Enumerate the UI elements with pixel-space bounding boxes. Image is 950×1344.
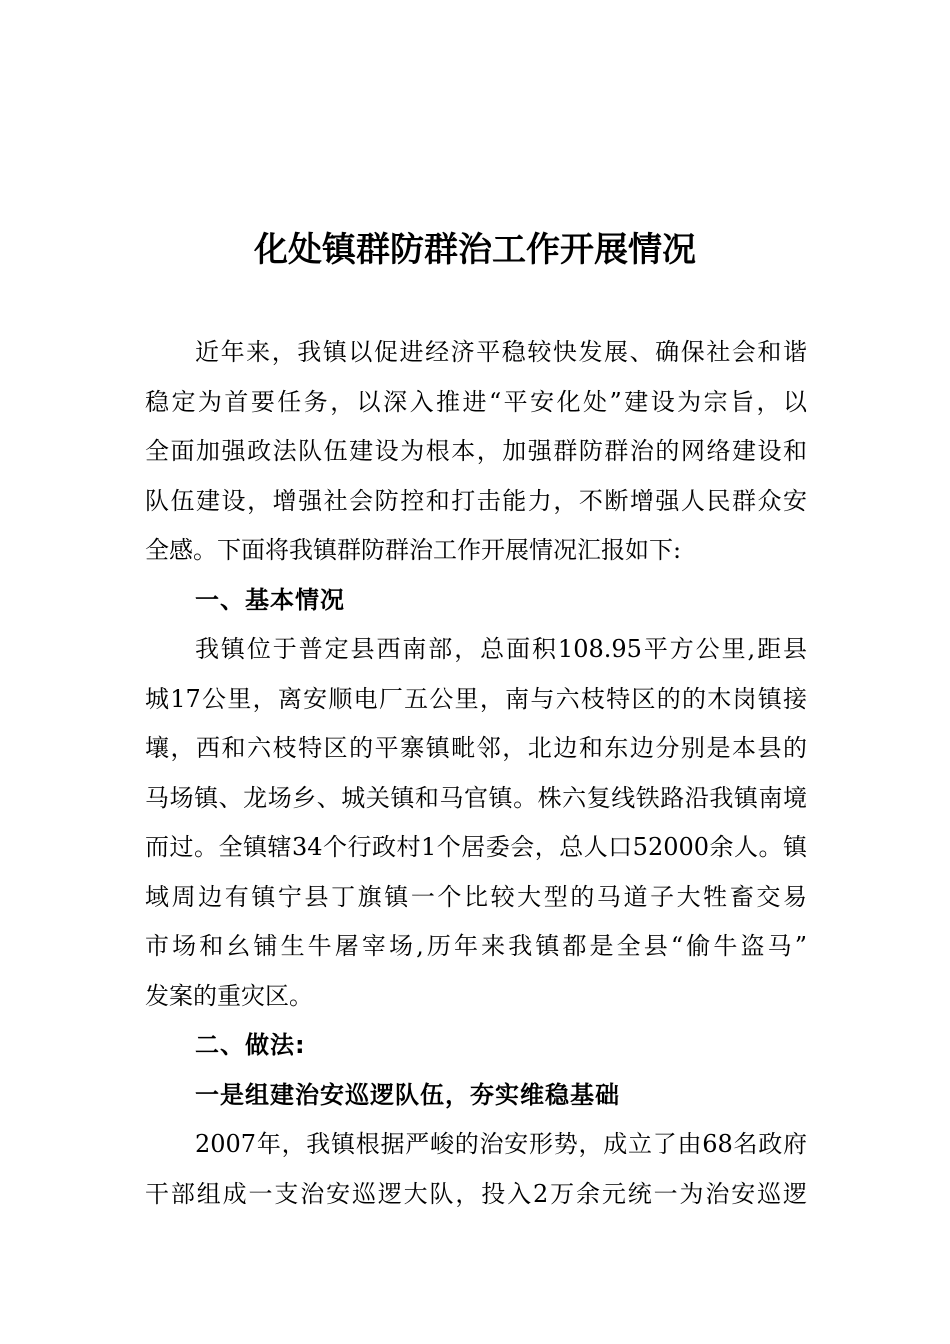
text-line: 近年来，我镇以促进经济平稳较快发展、确保社会和谐	[195, 338, 807, 366]
text-line: 发案的重灾区。	[145, 981, 313, 1010]
text-line: 全面加强政法队伍建设为根本，加强群防群治的网络建设和	[145, 437, 807, 465]
text-line: 域周边有镇宁县丁旗镇一个比较大型的马道子大牲畜交易	[145, 882, 807, 911]
subsection-heading-patrol-team: 一是组建治安巡逻队伍，夯实维稳基础	[195, 1080, 620, 1109]
text-line: 我镇位于普定县西南部，总面积108.95平方公里,距县	[195, 635, 807, 663]
patrol-team-paragraph	[145, 1120, 807, 1219]
document-title: 化处镇群防群治工作开展情况	[254, 230, 696, 270]
basic-situation-paragraph	[145, 625, 807, 1021]
text-line: 城17公里，离安顺电厂五公里，南与六枝特区的的木岗镇接	[145, 684, 807, 713]
intro-paragraph	[145, 328, 807, 576]
text-line: 壤，西和六枝特区的平寨镇毗邻，北边和东边分别是本县的	[145, 734, 807, 762]
text-line: 而过。全镇辖34个行政村1个居委会，总人口52000余人。镇	[145, 833, 807, 861]
text-line: 马场镇、龙场乡、城关镇和马官镇。株六复线铁路沿我镇南境	[145, 783, 807, 812]
text-line: 稳定为首要任务，以深入推进“平安化处”建设为宗旨，以	[145, 387, 807, 416]
text-line: 2007年，我镇根据严峻的治安形势，成立了由68名政府	[195, 1130, 807, 1158]
section-heading-methods: 二、做法:	[195, 1031, 306, 1059]
section-heading-basic-situation: 一、基本情况	[195, 585, 345, 614]
text-line: 全感。下面将我镇群防群治工作开展情况汇报如下:	[145, 536, 682, 564]
text-line: 市场和幺铺生牛屠宰场,历年来我镇都是全县“偷牛盗马”	[145, 932, 807, 960]
document-body	[145, 328, 807, 1219]
text-line: 队伍建设，增强社会防控和打击能力，不断增强人民群众安	[145, 486, 807, 515]
text-line: 干部组成一支治安巡逻大队，投入2万余元统一为治安巡逻	[145, 1179, 807, 1208]
